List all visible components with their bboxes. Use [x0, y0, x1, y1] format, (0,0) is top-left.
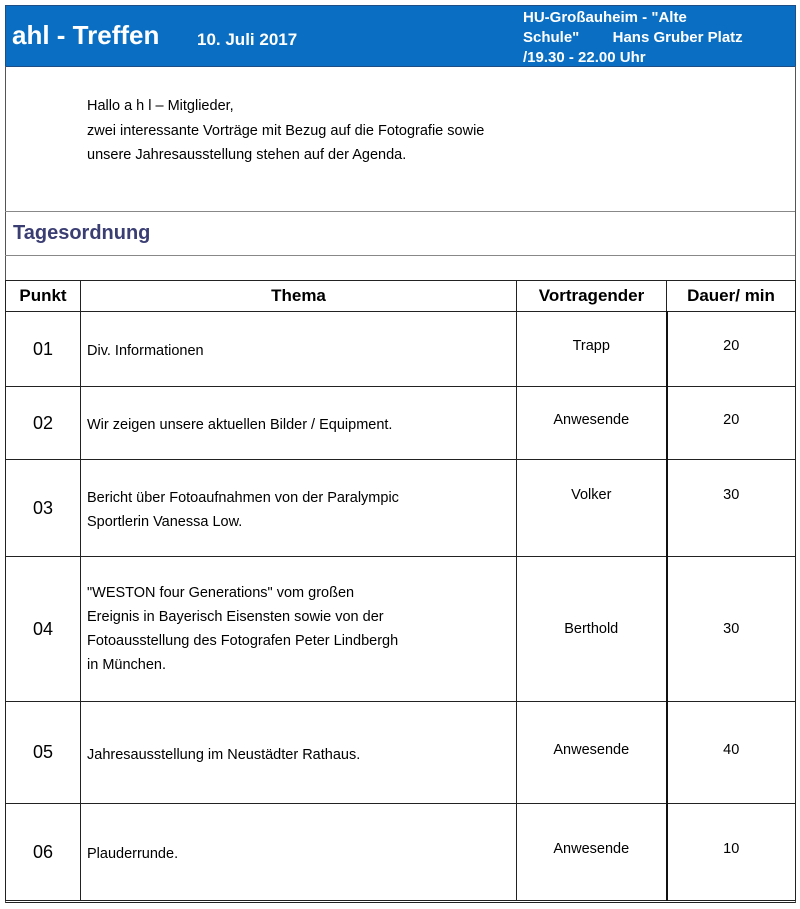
- table-row: [6, 312, 796, 387]
- row-topic: [81, 702, 517, 804]
- meeting-title: ahl - Treffen: [12, 20, 160, 50]
- table-header-row: [6, 281, 796, 312]
- row-number: 02: [6, 387, 81, 460]
- duration-text: 10: [723, 841, 740, 857]
- speaker-text: Berthold: [564, 621, 619, 637]
- location-line: /19.30 - 22.00 Uhr: [523, 49, 646, 66]
- row-speaker: [517, 460, 667, 557]
- location-line: HU-Großauheim - "Alte: [523, 9, 687, 26]
- row-topic: [81, 460, 517, 557]
- row-speaker: [517, 702, 667, 804]
- speaker-text: Volker: [571, 487, 612, 503]
- table-row: [6, 387, 796, 460]
- topic-line: Jahresausstellung im Neustädter Rathaus.: [87, 746, 361, 763]
- agenda-table: [5, 280, 796, 901]
- row-duration: [667, 460, 796, 557]
- duration-text: 30: [723, 621, 740, 637]
- topic-line: Plauderrunde.: [87, 846, 179, 862]
- row-topic: [81, 387, 517, 460]
- table-row: [6, 804, 796, 901]
- duration-text: 40: [723, 741, 740, 758]
- intro-line: unsere Jahresausstellung stehen auf der Agenda.: [87, 147, 407, 163]
- topic-line: Bericht über Fotoaufnahmen von der Paralympic: [87, 490, 399, 506]
- topic-line: Fotoausstellung des Fotografen Peter Lindbergh: [87, 633, 399, 649]
- row-number: 01: [6, 312, 81, 387]
- column-header-thema: Thema: [81, 281, 517, 312]
- table-row: [6, 460, 796, 557]
- row-speaker: [517, 557, 667, 702]
- divider: [5, 211, 795, 212]
- intro-text: [87, 94, 484, 168]
- topic-line: in München.: [87, 657, 166, 673]
- speaker-text: Anwesende: [553, 741, 630, 758]
- speaker-text: Anwesende: [553, 412, 630, 428]
- row-topic: [81, 557, 517, 702]
- row-speaker: [517, 387, 667, 460]
- row-duration: [667, 557, 796, 702]
- row-topic: [81, 312, 517, 387]
- row-duration: [667, 312, 796, 387]
- row-speaker: [517, 312, 667, 387]
- row-number: 06: [6, 804, 81, 901]
- row-duration: [667, 702, 796, 804]
- duration-text: 20: [723, 412, 740, 428]
- row-number: 05: [6, 702, 81, 804]
- topic-line: Div. Informationen: [87, 343, 204, 359]
- table-row: [6, 702, 796, 804]
- table-row: [6, 557, 796, 702]
- row-duration: [667, 804, 796, 901]
- row-number: 03: [6, 460, 81, 557]
- divider: [5, 255, 795, 256]
- topic-line: Ereignis in Bayerisch Eisensten sowie von der: [87, 609, 384, 625]
- location-line: Schule" Hans Gruber Platz: [523, 29, 743, 46]
- row-topic: [81, 804, 517, 901]
- column-header-punkt: Punkt: [6, 281, 81, 312]
- row-duration: [667, 387, 796, 460]
- duration-text: 20: [723, 338, 740, 354]
- row-number: 04: [6, 557, 81, 702]
- column-header-vortragender: Vortragender: [517, 281, 667, 312]
- intro-line: zwei interessante Vorträge mit Bezug auf die Fotografie sowie: [87, 122, 485, 139]
- page-header: [5, 5, 796, 67]
- intro-line: Hallo a h l – Mitglieder,: [87, 98, 234, 114]
- speaker-text: Trapp: [572, 338, 610, 354]
- section-title: Tagesordnung: [13, 222, 151, 244]
- topic-line: "WESTON four Generations" vom großen: [87, 585, 355, 601]
- column-header-dauer: Dauer/ min: [667, 281, 796, 312]
- topic-line: Sportlerin Vanessa Low.: [87, 514, 243, 530]
- meeting-date: 10. Juli 2017: [197, 30, 298, 49]
- duration-text: 30: [723, 487, 740, 503]
- meeting-location: [523, 8, 793, 68]
- row-speaker: [517, 804, 667, 901]
- topic-line: Wir zeigen unsere aktuellen Bilder / Equipment.: [87, 417, 393, 433]
- speaker-text: Anwesende: [553, 841, 630, 857]
